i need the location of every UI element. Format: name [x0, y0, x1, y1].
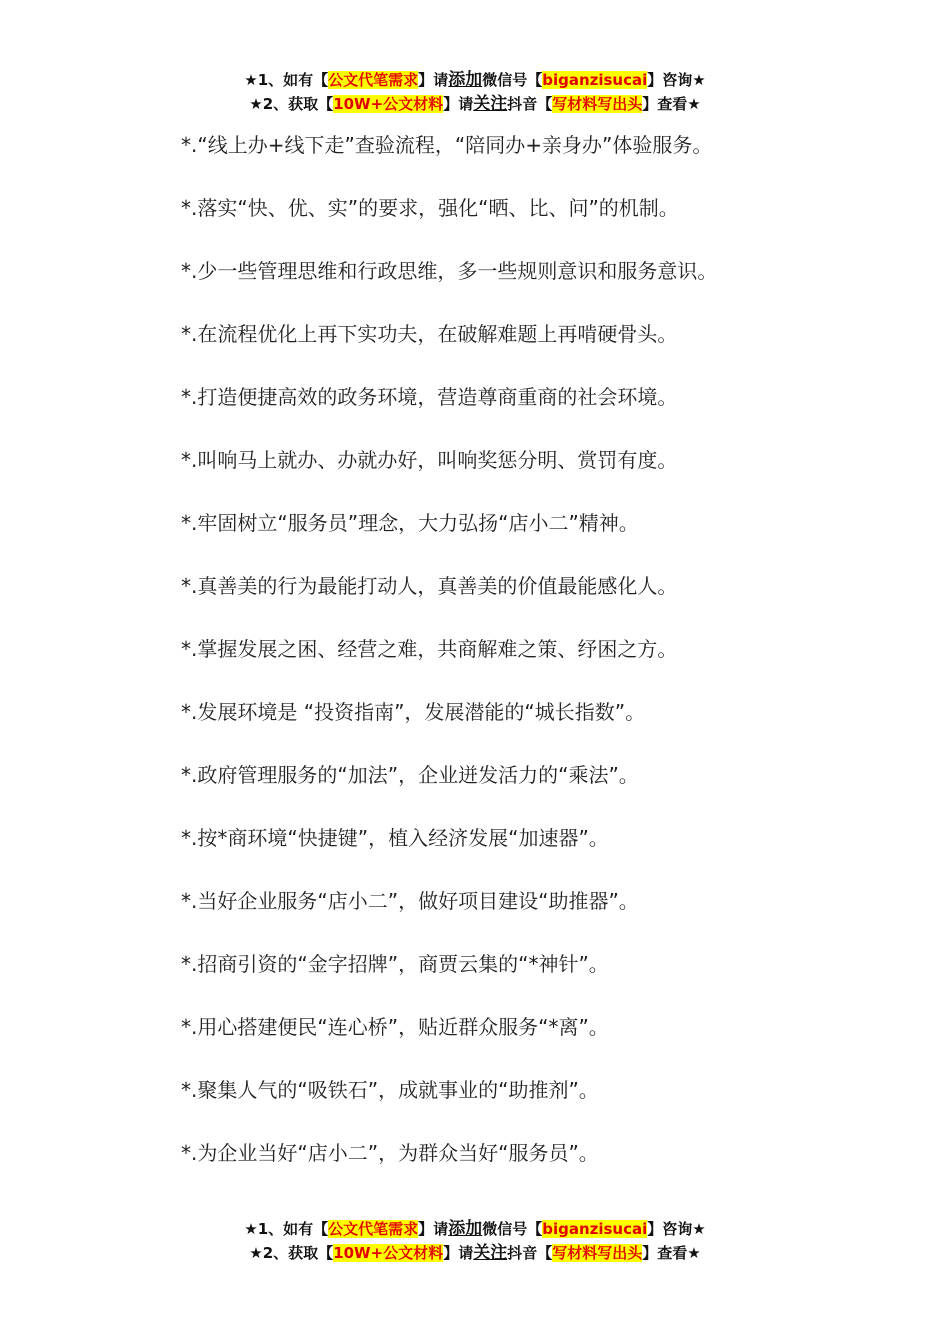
promo-douyin-id: 写材料写出头	[552, 95, 643, 113]
phrase-line: *.在流程优化上再下实功夫，在破解难题上再啃硬骨头。	[181, 322, 678, 346]
phrase-line: *.真善美的行为最能打动人，真善美的价值最能感化人。	[181, 574, 678, 598]
phrase-line: *.掌握发展之困、经营之难，共商解难之策、纾困之方。	[181, 637, 678, 661]
promo-text: 】请	[443, 1244, 474, 1262]
promo-highlight: 公文代笔需求	[328, 1220, 419, 1238]
promo-banner-bottom	[0, 1217, 950, 1265]
promo-text: 】咨询★	[647, 71, 706, 89]
promo-line-1	[0, 1217, 950, 1241]
promo-text: ★2、获取【	[249, 1244, 334, 1262]
phrase-line: *.落实“快、优、实”的要求，强化“晒、比、问”的机制。	[181, 196, 679, 220]
phrase-line: *.聚集人气的“吸铁石”，成就事业的“助推剂”。	[181, 1078, 599, 1102]
promo-wechat-id: biganzisucai	[542, 71, 648, 89]
promo-text: 微信号【	[482, 1220, 543, 1238]
promo-text: 抖音【	[507, 1244, 553, 1262]
phrase-line: *.叫响马上就办、办就办好，叫响奖惩分明、赏罚有度。	[181, 448, 678, 472]
promo-wechat-id: biganzisucai	[542, 1220, 648, 1238]
promo-text: 】请	[418, 71, 449, 89]
promo-highlight: 10W+公文材料	[333, 95, 444, 113]
promo-text: 抖音【	[507, 95, 553, 113]
phrase-line: *.“线上办+线下走”查验流程，“陪同办+亲身办”体验服务。	[181, 133, 713, 157]
promo-text: ★1、如有【	[244, 71, 329, 89]
phrase-line: *.发展环境是 “投资指南”，发展潜能的“城长指数”。	[181, 700, 646, 724]
promo-text: 】查看★	[642, 1244, 701, 1262]
promo-underline: 添加	[448, 1219, 483, 1239]
phrase-list	[181, 129, 921, 1200]
promo-highlight: 10W+公文材料	[333, 1244, 444, 1262]
promo-douyin-id: 写材料写出头	[552, 1244, 643, 1262]
phrase-line: *.少一些管理思维和行政思维，多一些规则意识和服务意识。	[181, 259, 718, 283]
promo-text: 微信号【	[482, 71, 543, 89]
promo-text: 】请	[443, 95, 474, 113]
promo-highlight: 公文代笔需求	[328, 71, 419, 89]
phrase-line: *.打造便捷高效的政务环境，营造尊商重商的社会环境。	[181, 385, 678, 409]
promo-banner-top	[0, 68, 950, 116]
phrase-line: *.招商引资的“金字招牌”，商贾云集的“*神针”。	[181, 952, 609, 976]
promo-line-1	[0, 68, 950, 92]
promo-text: ★1、如有【	[244, 1220, 329, 1238]
phrase-line: *.当好企业服务“店小二”，做好项目建设“助推器”。	[181, 889, 639, 913]
promo-text: 】查看★	[642, 95, 701, 113]
phrase-line: *.政府管理服务的“加法”，企业迸发活力的“乘法”。	[181, 763, 639, 787]
phrase-line: *.用心搭建便民“连心桥”，贴近群众服务“*离”。	[181, 1015, 609, 1039]
phrase-line: *.牢固树立“服务员”理念，大力弘扬“店小二”精神。	[181, 511, 639, 535]
promo-underline: 关注	[473, 94, 508, 114]
promo-line-2	[0, 1241, 950, 1265]
promo-text: ★2、获取【	[249, 95, 334, 113]
promo-underline: 添加	[448, 70, 483, 90]
phrase-line: *.为企业当好“店小二”，为群众当好“服务员”。	[181, 1141, 599, 1165]
phrase-line: *.按*商环境“快捷键”，植入经济发展“加速器”。	[181, 826, 609, 850]
promo-line-2	[0, 92, 950, 116]
promo-text: 】咨询★	[647, 1220, 706, 1238]
promo-underline: 关注	[473, 1243, 508, 1263]
promo-text: 】请	[418, 1220, 449, 1238]
